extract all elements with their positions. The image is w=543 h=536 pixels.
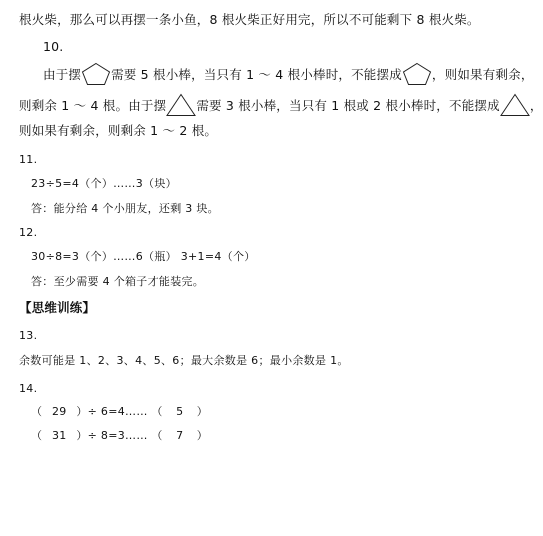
- q14-row-1-open: （: [31, 405, 43, 418]
- q14-row-1-close: ）: [196, 405, 209, 418]
- q14-row-1-blank-2: 5: [176, 405, 184, 418]
- q14-row-2-blank-1: 31: [52, 429, 67, 442]
- section-title: 【思维训练】: [19, 300, 96, 315]
- q14-row-1: [31, 406, 208, 417]
- q14-row-2-blank-2: 7: [176, 429, 184, 442]
- triangle-icon-2: [500, 93, 530, 120]
- q10-line-3: 则如果有剩余，则剩余 1 ～ 2 根。: [19, 123, 218, 138]
- q12-number: 12.: [19, 226, 38, 239]
- q13-text: 余数可能是 1、2、3、4、5、6；最大余数是 6；最小余数是 1。: [19, 354, 349, 367]
- q12-answer: 答：至少需要 4 个箱子才能装完。: [31, 275, 205, 288]
- q10-line-1: [43, 62, 534, 89]
- q14-number: 14.: [19, 382, 38, 395]
- q14-row-2-close: ）: [196, 429, 209, 442]
- q10-line-2-a: 则剩余 1 ～ 4 根。由于摆: [19, 97, 167, 113]
- q14-row-2: [31, 430, 208, 441]
- q10-line-1-b: 需要 5 根小棒，当只有 1 ～ 4 根小棒时，不能摆成: [111, 66, 402, 82]
- q11-number: 11.: [19, 153, 38, 166]
- q14-row-2-mid: ）÷ 8=3…… （: [76, 429, 163, 442]
- q10-line-2-b: 需要 3 根小棒，当只有 1 根或 2 根小棒时，不能摆成: [196, 97, 500, 113]
- q13-number: 13.: [19, 329, 38, 342]
- q10-number: 10.: [43, 39, 64, 54]
- q10-line-2-c: ，: [529, 97, 543, 113]
- q14-row-1-blank-1: 29: [52, 405, 67, 418]
- pentagon-icon: [81, 62, 111, 89]
- pentagon-icon-2: [402, 62, 432, 89]
- q12-equation: 30÷8=3（个）……6（瓶） 3+1=4（个）: [31, 250, 256, 263]
- q14-row-2-open: （: [31, 429, 43, 442]
- q11-answer: 答：能分给 4 个小朋友，还剩 3 块。: [31, 202, 219, 215]
- q11-equation: 23÷5=4（个）……3（块）: [31, 177, 177, 190]
- triangle-icon: [166, 93, 196, 120]
- q14-row-1-mid: ）÷ 6=4…… （: [76, 405, 163, 418]
- q9-tail-text: 根火柴，那么可以再摆一条小鱼，8 根火柴正好用完，所以不可能剩下 8 根火柴。: [19, 12, 480, 27]
- q10-line-1-c: ，则如果有剩余，: [431, 66, 534, 82]
- q10-line-1-a: 由于摆: [43, 66, 82, 82]
- q10-line-2: [19, 93, 543, 120]
